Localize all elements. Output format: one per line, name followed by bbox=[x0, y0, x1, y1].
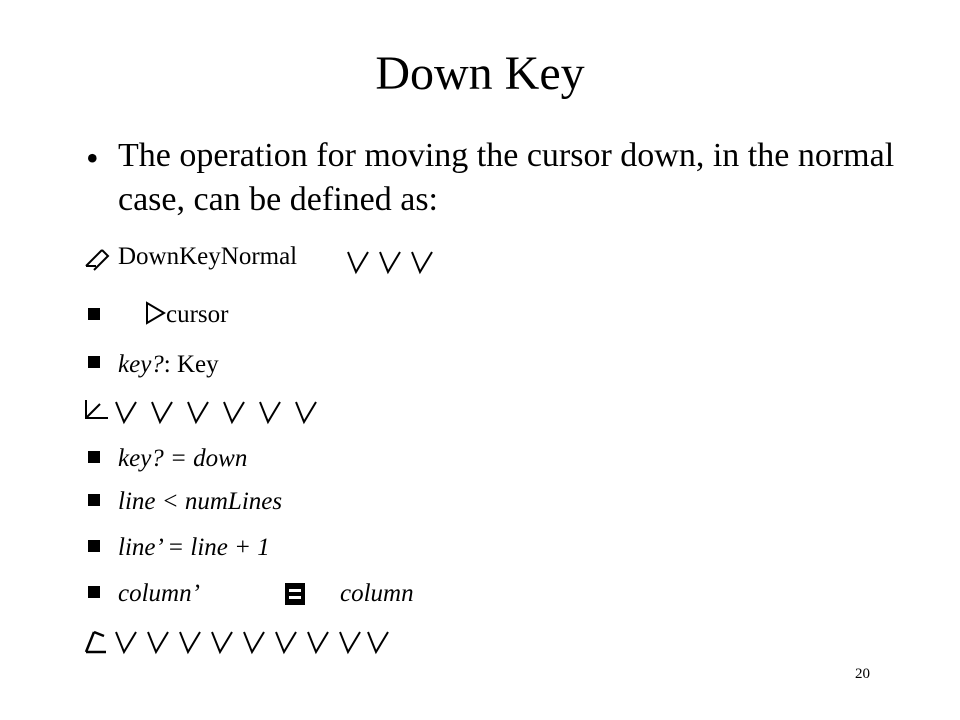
schema-divider-rule-icon bbox=[112, 398, 328, 428]
schema-row-marker bbox=[88, 308, 100, 320]
predicate-3: line’ = line + 1 bbox=[118, 534, 270, 561]
delta-cursor: cursor bbox=[166, 301, 229, 328]
schema-bottom-left-corner-icon bbox=[82, 626, 112, 656]
decl-key bbox=[118, 350, 219, 380]
schema-row-marker bbox=[88, 494, 100, 506]
predicate-2: line < numLines bbox=[118, 488, 283, 515]
slide-title: Down Key bbox=[375, 47, 585, 100]
decl-key-type: : Key bbox=[163, 351, 219, 378]
predicate-4-right: column bbox=[340, 580, 414, 607]
schema-top-left-corner-icon bbox=[82, 246, 112, 276]
page-number: 20 bbox=[855, 666, 870, 682]
decl-key-var: key? bbox=[118, 351, 164, 378]
delta-icon bbox=[144, 300, 168, 326]
bullet-dot: • bbox=[86, 138, 99, 178]
equals-box-icon bbox=[284, 582, 306, 606]
schema-header-rule-icon bbox=[344, 248, 440, 278]
predicate-1: key? = down bbox=[118, 445, 248, 472]
schema-row-marker bbox=[88, 356, 100, 368]
schema-row-marker bbox=[88, 540, 100, 552]
schema-row-marker bbox=[88, 586, 100, 598]
schema-name: DownKeyNormal bbox=[118, 243, 298, 270]
schema-bottom-rule-icon bbox=[112, 628, 392, 658]
schema-row-marker bbox=[88, 451, 100, 463]
predicate-4-left: column’ bbox=[118, 580, 200, 607]
bullet-text: The operation for moving the cursor down, in the normal case, can be defined as: bbox=[118, 137, 895, 218]
schema-divider-left-icon bbox=[82, 396, 112, 426]
